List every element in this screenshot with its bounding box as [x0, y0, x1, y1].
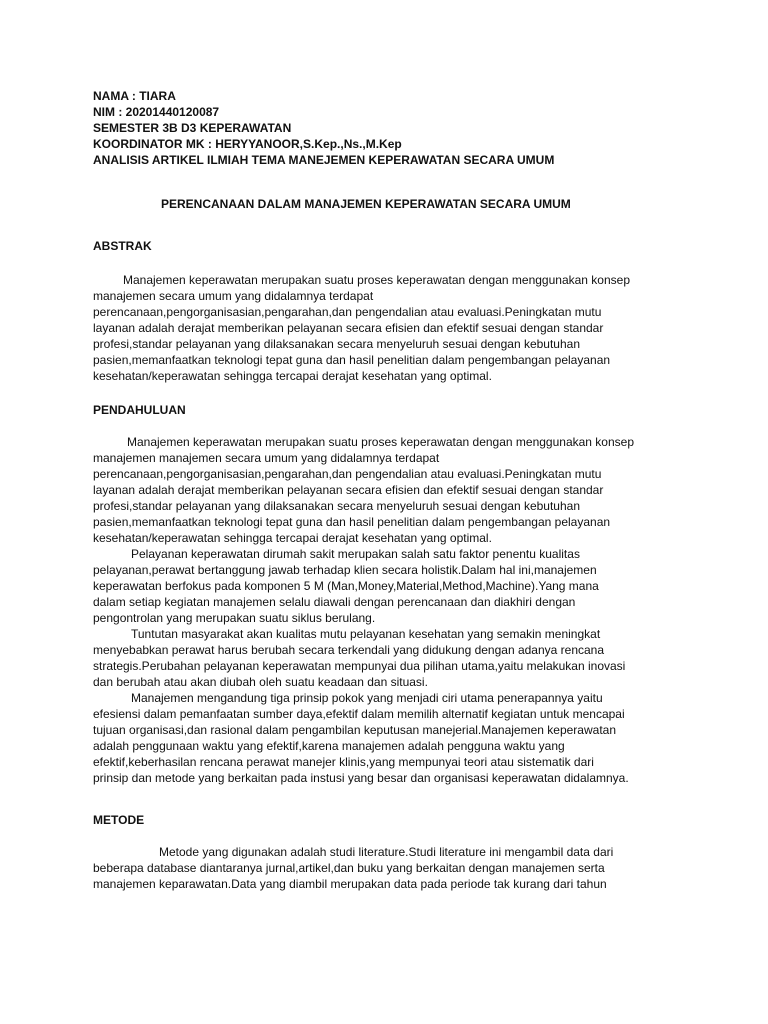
header-block [93, 88, 683, 168]
section-heading-metode: METODE [93, 813, 145, 827]
paragraph-line: adalah penggunaan waktu yang efektif,karena manajemen adalah pengguna waktu yang [93, 739, 565, 753]
paragraph-line: menyebabkan perawat harus berubah secara terkendali yang didukung dengan adanya rencana [93, 643, 605, 657]
pendahuluan-paragraph-4 [93, 690, 683, 786]
section-heading-abstrak: ABSTRAK [93, 239, 152, 253]
student-nim: NIM : 20201440120087 [93, 105, 220, 119]
paragraph-line: perencanaan,pengorganisasian,pengarahan,dan pengendalian atau evaluasi.Peningkatan mutu [93, 305, 602, 319]
coordinator-info: KOORDINATOR MK : HERYYANOOR,S.Kep.,Ns.,M.Kep [93, 137, 402, 151]
paragraph-line: tujuan organisasi,dan rasional dalam pengambilan keputusan manejerial.Manajemen keperawatan [93, 723, 616, 737]
paragraph-line: layanan adalah derajat memberikan pelayanan secara efisien dan efektif sesuai dengan standar [93, 321, 604, 335]
paragraph-line: manajemen keparawatan.Data yang diambil merupakan data pada periode tak kurang dari tahun [93, 877, 607, 891]
section-heading-pendahuluan: PENDAHULUAN [93, 403, 186, 417]
pendahuluan-paragraph-3 [93, 626, 683, 690]
paragraph-line: dan berubah atau akan diubah oleh suatu keadaan dan situasi. [93, 675, 428, 689]
student-name: NAMA : TIARA [93, 89, 176, 103]
paragraph-line: Manajemen keperawatan merupakan suatu proses keperawatan dengan menggunakan konsep [127, 435, 635, 449]
paragraph-line: pasien,memanfaatkan teknologi tepat guna dan hasil penelitian dalam pengembangan pelayanan [93, 515, 611, 529]
paragraph-line: efesiensi dalam pemanfaatan sumber daya,efektif dalam memilih alternatif kegiatan untuk mencapai [93, 707, 625, 721]
paragraph-line: layanan adalah derajat memberikan pelayanan secara efisien dan efektif sesuai dengan standar [93, 483, 604, 497]
pendahuluan-paragraph-1 [93, 434, 683, 546]
paragraph-line: efektif,keberhasilan rencana perawat manejer klinis,yang mempunyai teori atau sistematik dari [93, 755, 594, 769]
paragraph-line: Manajemen mengandung tiga prinsip pokok yang menjadi ciri utama penerapannya yaitu [131, 691, 603, 705]
paragraph-line: prinsip dan metode yang berkaitan pada instusi yang besar dan organisasi keperawatan didalamnya. [93, 771, 629, 785]
paragraph-line: Tuntutan masyarakat akan kualitas mutu pelayanan kesehatan yang semakin meningkat [131, 627, 601, 641]
paragraph-line: keperawatan berfokus pada komponen 5 M (Man,Money,Material,Method,Machine).Yang mana [93, 579, 599, 593]
paragraph-line: dalam setiap kegiatan manajemen selalu diawali dengan perencanaan dan diakhiri dengan [93, 595, 576, 609]
pendahuluan-paragraph-2 [93, 546, 683, 626]
paragraph-line: strategis.Perubahan pelayanan keperawatan mempunyai dua pilihan utama,yaitu melakukan inovasi [93, 659, 626, 673]
paragraph-line: beberapa database diantaranya jurnal,artikel,dan buku yang berkaitan dengan manajemen serta [93, 861, 605, 875]
paragraph-line: profesi,standar pelayanan yang dilaksanakan secara menyeluruh sesuai dengan kebutuhan [93, 499, 581, 513]
paragraph-line: perencanaan,pengorganisasian,pengarahan,dan pengendalian atau evaluasi.Peningkatan mutu [93, 467, 602, 481]
document-content [93, 88, 683, 892]
analysis-topic: ANALISIS ARTIKEL ILMIAH TEMA MANEJEMEN KEPERAWATAN SECARA UMUM [93, 153, 555, 167]
paragraph-line: pasien,memanfaatkan teknologi tepat guna dan hasil penelitian dalam pengembangan pelayanan [93, 353, 611, 367]
semester-info: SEMESTER 3B D3 KEPERAWATAN [93, 121, 292, 135]
paragraph-line: Manajemen keperawatan merupakan suatu proses keperawatan dengan menggunakan konsep [123, 273, 631, 287]
paragraph-line: kesehatan/keperawatan sehingga tercapai derajat kesehatan yang optimal. [93, 531, 492, 545]
paragraph-line: pelayanan,perawat bertanggung jawab terhadap klien secara holistik.Dalam hal ini,manajemen [93, 563, 597, 577]
paragraph-line: pengontrolan yang merupakan suatu siklus berulang. [93, 611, 376, 625]
paragraph-line: Metode yang digunakan adalah studi literature.Studi literature ini mengambil data dari [159, 845, 614, 859]
document-title: PERENCANAAN DALAM MANAJEMEN KEPERAWATAN SECARA UMUM [161, 197, 571, 211]
paragraph-line: manajemen manajemen secara umum yang didalamnya terdapat [93, 451, 440, 465]
abstrak-paragraph [93, 272, 683, 384]
paragraph-line: Pelayanan keperawatan dirumah sakit merupakan salah satu faktor penentu kualitas [131, 547, 580, 561]
paragraph-line: profesi,standar pelayanan yang dilaksanakan secara menyeluruh sesuai dengan kebutuhan [93, 337, 581, 351]
metode-paragraph [93, 844, 683, 892]
paragraph-line: kesehatan/keperawatan sehingga tercapai derajat kesehatan yang optimal. [93, 369, 492, 383]
paragraph-line: manajemen secara umum yang didalamnya terdapat [93, 289, 374, 303]
